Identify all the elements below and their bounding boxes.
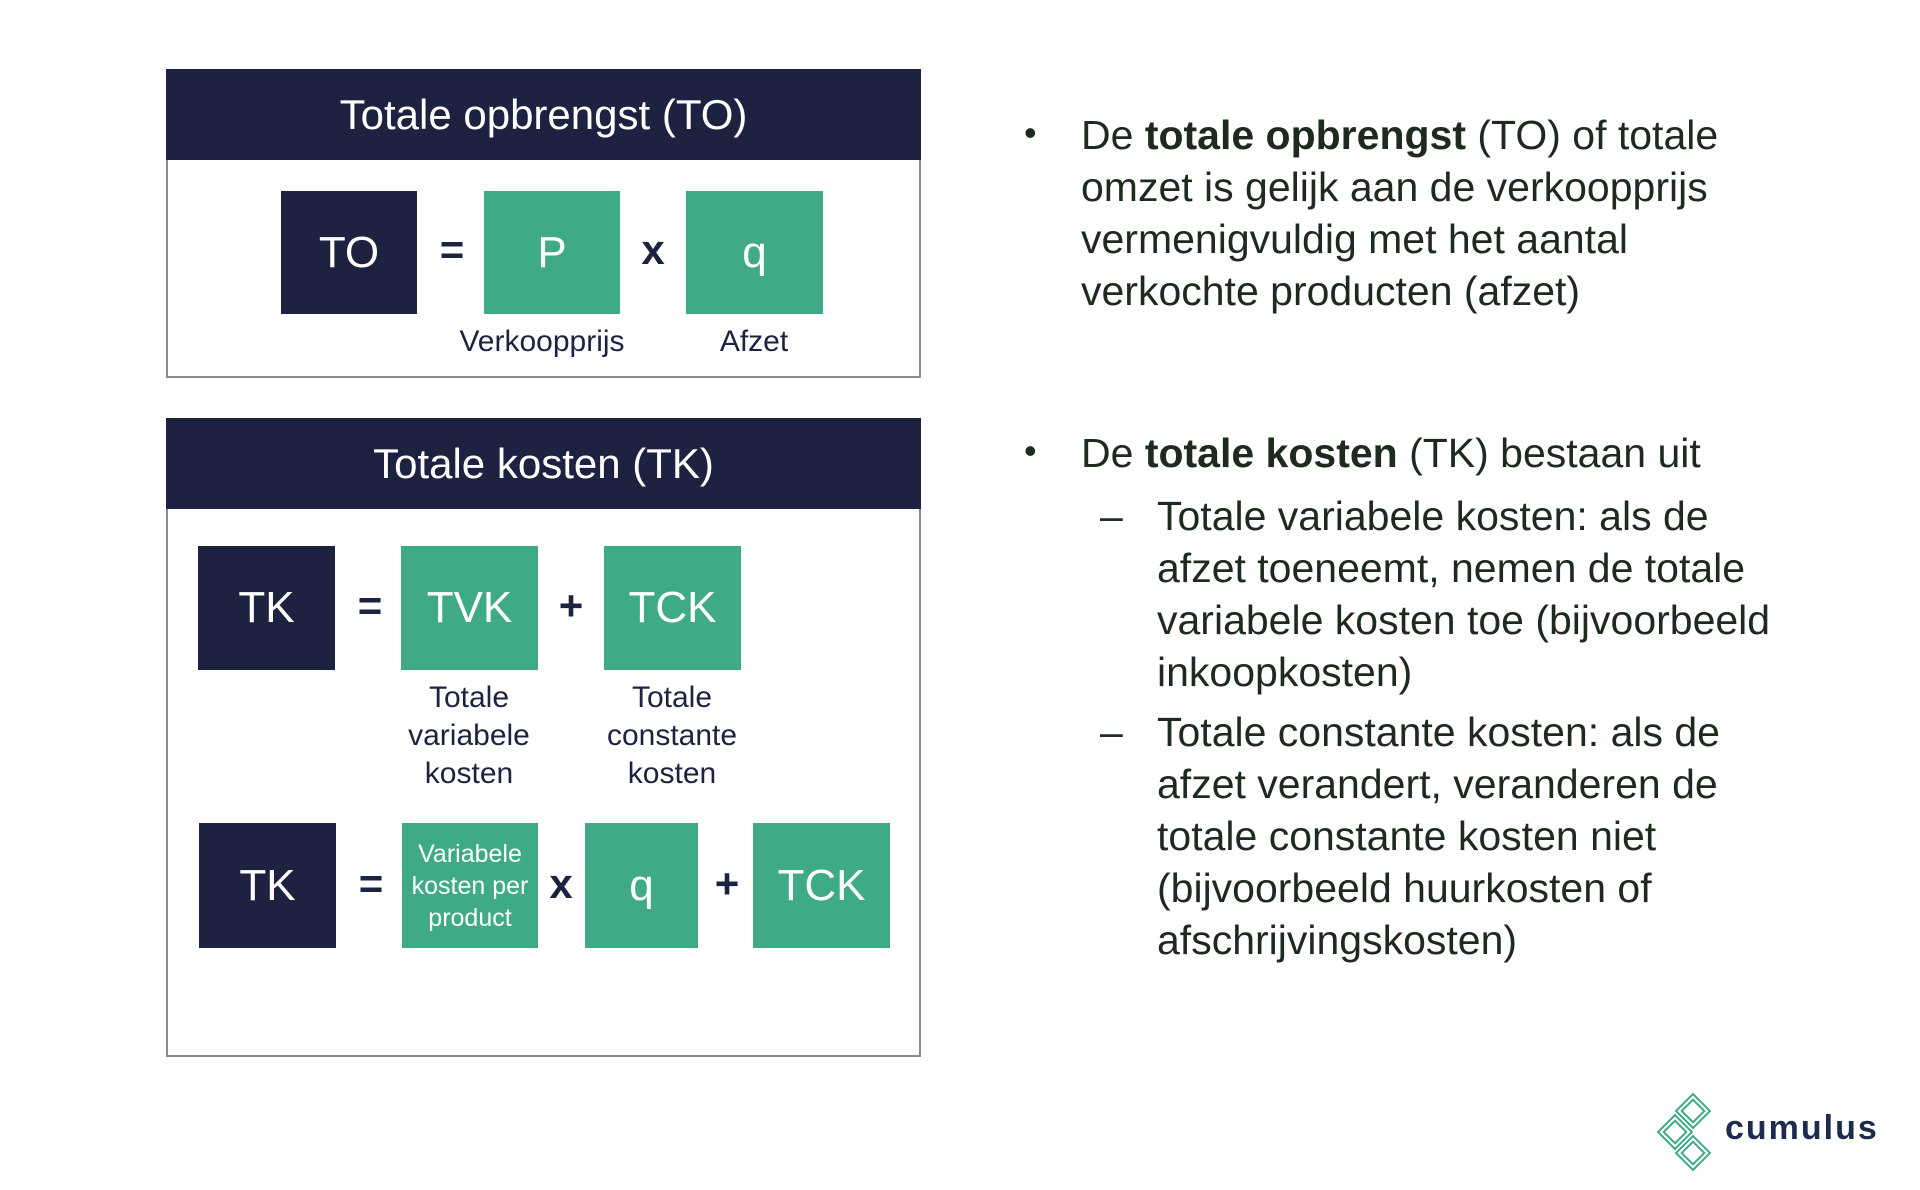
bullet-revenue bbox=[1081, 109, 1801, 317]
tk-box: TK bbox=[198, 546, 335, 670]
plus-sign: + bbox=[714, 860, 740, 907]
bold-term: totale kosten bbox=[1144, 430, 1398, 476]
tvk-box: TVK bbox=[401, 546, 538, 670]
sub-bullet-variable: Totale variabele kosten: als de afzet toeneemt, nemen de totale variabele kosten toe (bijvoorbeeld inkoopkosten) bbox=[1157, 493, 1771, 695]
label-line: kosten bbox=[424, 757, 514, 790]
equals-sign: = bbox=[357, 582, 383, 629]
label-line: Totale bbox=[428, 681, 510, 714]
tk-box: TK bbox=[199, 823, 336, 948]
bold-term: totale opbrengst bbox=[1144, 112, 1466, 158]
text: De bbox=[1081, 112, 1145, 158]
logo-text: cumulus bbox=[1725, 1109, 1879, 1147]
text: (TO) of totale omzet is gelijk aan de verkoopprijs vermenigvuldig met het aantal verkochte producten (afzet) bbox=[1081, 112, 1719, 314]
revenue-panel-title: Totale opbrengst (TO) bbox=[166, 69, 921, 160]
label-line: kosten bbox=[627, 757, 717, 790]
tck-box: TCK bbox=[753, 823, 890, 948]
tck-box: TCK bbox=[604, 546, 741, 670]
box-line: kosten per bbox=[411, 871, 529, 900]
sub-bullet-constant: Totale constante kosten: als de afzet verandert, veranderen de totale constante kosten niet (bijvoorbeeld huurkosten of afschrijvingskosten) bbox=[1157, 709, 1720, 963]
text: (TK) bestaan uit bbox=[1397, 430, 1701, 476]
quantity-label: Afzet bbox=[719, 325, 789, 358]
cost-panel-title: Totale kosten (TK) bbox=[166, 418, 921, 509]
box-line: Variabele bbox=[418, 839, 522, 868]
price-label: Verkoopprijs bbox=[459, 325, 625, 358]
variable-cost-per-product-box bbox=[402, 823, 538, 948]
label-line: variabele bbox=[408, 719, 530, 752]
dash-icon: – bbox=[1100, 709, 1123, 755]
equals-sign: = bbox=[439, 226, 465, 273]
bullet-costs bbox=[1081, 427, 1801, 479]
tvk-label bbox=[384, 679, 554, 793]
equals-sign: = bbox=[358, 860, 384, 907]
label-line: constante bbox=[606, 719, 738, 752]
bullet-icon: • bbox=[1024, 430, 1037, 471]
bullet-icon: • bbox=[1024, 112, 1037, 153]
plus-sign: + bbox=[558, 582, 584, 629]
text: De bbox=[1081, 430, 1145, 476]
quantity-box: q bbox=[686, 191, 823, 314]
to-box: TO bbox=[281, 191, 417, 314]
quantity-box: q bbox=[585, 823, 698, 948]
price-box: P bbox=[484, 191, 620, 314]
dash-icon: – bbox=[1100, 493, 1123, 539]
tck-label bbox=[587, 679, 757, 793]
times-sign: x bbox=[549, 860, 573, 907]
label-line: Totale bbox=[631, 681, 713, 714]
logo-mark-icon bbox=[1655, 1093, 1725, 1171]
cumulus-logo bbox=[1655, 1093, 1879, 1173]
box-line: product bbox=[428, 903, 512, 932]
times-sign: x bbox=[641, 226, 665, 273]
